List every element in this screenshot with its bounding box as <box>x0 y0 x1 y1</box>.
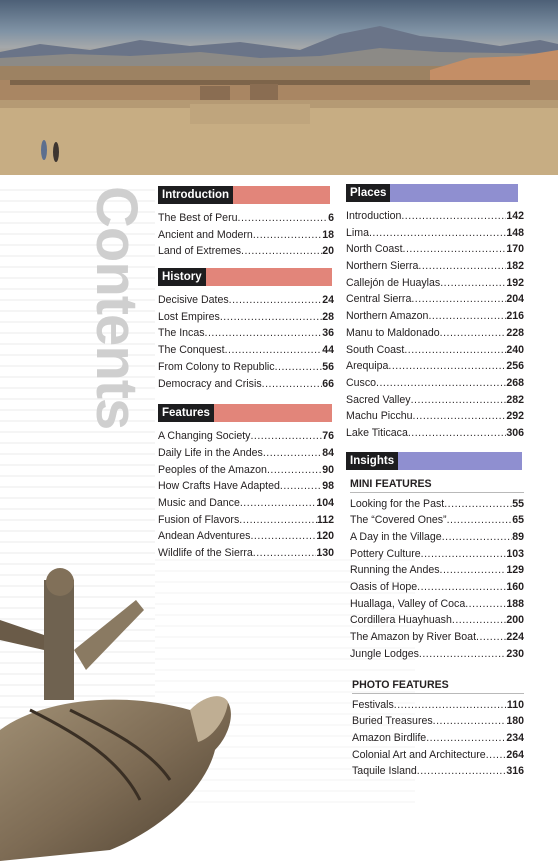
toc-entry-title: Taquile Island <box>352 765 417 778</box>
toc-leader-dots <box>229 292 323 309</box>
toc-entry-page: 292 <box>506 410 524 423</box>
toc-entry[interactable] <box>158 462 334 479</box>
toc-entry-page: 216 <box>506 310 524 323</box>
toc-entry[interactable] <box>158 428 334 445</box>
toc-entry[interactable] <box>350 629 524 646</box>
toc-entry[interactable] <box>158 292 334 309</box>
toc-entry-page: 204 <box>506 293 524 306</box>
toc-leader-dots <box>239 512 317 529</box>
toc-entry[interactable] <box>346 241 524 258</box>
toc-left-column <box>158 186 334 562</box>
toc-entry-title: From Colony to Republic <box>158 360 275 373</box>
toc-entry-page: 130 <box>316 547 334 559</box>
section-header-label: Introduction <box>158 186 233 204</box>
toc-leader-dots <box>263 445 322 462</box>
toc-leader-dots <box>369 225 506 242</box>
toc-entry-title: Cordillera Huayhuash <box>350 614 452 627</box>
toc-leader-dots <box>442 529 513 546</box>
photo-features-heading: PHOTO FEATURES <box>352 677 524 694</box>
toc-entry-page: 6 <box>328 212 334 224</box>
section-header-label: History <box>158 268 206 286</box>
toc-entry-page: 112 <box>316 513 334 526</box>
toc-entry-page: 56 <box>322 360 334 373</box>
toc-entry-title: Arequipa <box>346 360 389 373</box>
toc-leader-dots <box>250 428 322 445</box>
mini-features-heading: MINI FEATURES <box>350 476 524 493</box>
toc-leader-dots <box>403 241 507 258</box>
toc-entry[interactable] <box>158 227 334 244</box>
toc-leader-dots <box>486 747 507 764</box>
toc-entry-page: 110 <box>506 698 524 711</box>
toc-entry[interactable] <box>346 392 524 409</box>
toc-entry[interactable] <box>346 258 524 275</box>
toc-entry-title: The Conquest <box>158 344 225 357</box>
toc-entry[interactable] <box>350 579 524 596</box>
toc-entry-page: 98 <box>322 480 334 493</box>
toc-entry[interactable] <box>158 478 334 495</box>
toc-entry-title: Jungle Lodges <box>350 647 419 660</box>
toc-leader-dots <box>440 275 506 292</box>
toc-entry-page: 228 <box>506 326 524 339</box>
toc-entry-page: 240 <box>506 343 524 356</box>
toc-leader-dots <box>426 730 506 747</box>
toc-entry-title: Ancient and Modern <box>158 228 253 241</box>
toc-entry[interactable] <box>158 512 334 529</box>
toc-leader-dots <box>267 462 322 479</box>
toc-entry-title: How Crafts Have Adapted <box>158 480 280 493</box>
toc-leader-dots <box>253 227 322 244</box>
section-header-label: Places <box>346 184 390 202</box>
toc-entry-title: The Best of Peru <box>158 212 238 224</box>
toc-leader-dots <box>447 512 513 529</box>
toc-leader-dots <box>388 358 506 375</box>
toc-leader-dots <box>413 408 507 425</box>
toc-entry[interactable] <box>346 291 524 308</box>
toc-entry-title: Northern Sierra <box>346 260 419 273</box>
toc-right-column <box>346 184 524 780</box>
toc-entry-page: 200 <box>506 614 524 627</box>
toc-entry-title: Sacred Valley <box>346 393 411 406</box>
toc-entry[interactable] <box>346 342 524 359</box>
toc-leader-dots <box>401 208 506 225</box>
toc-entry[interactable] <box>346 225 524 242</box>
toc-entry[interactable] <box>346 358 524 375</box>
toc-entry[interactable] <box>158 243 334 260</box>
toc-entry-page: 18 <box>322 228 334 241</box>
toc-entry-title: The Amazon by River Boat <box>350 631 477 644</box>
toc-leader-dots <box>275 359 323 376</box>
section-header-introduction <box>158 186 334 204</box>
toc-entry-page: 104 <box>316 496 334 509</box>
toc-entry-title: Amazon Birdlife <box>352 731 427 744</box>
toc-leader-dots <box>205 325 323 342</box>
toc-entry-title: South Coast <box>346 343 405 356</box>
toc-entry[interactable] <box>158 309 334 326</box>
toc-entry-page: 160 <box>506 581 524 594</box>
toc-entry-title: Pottery Culture <box>350 547 421 560</box>
toc-leader-dots <box>444 496 512 513</box>
toc-entry-title: Cusco <box>346 376 377 389</box>
page-title: Contents <box>84 186 149 430</box>
toc-entry[interactable] <box>158 376 334 393</box>
toc-entry[interactable] <box>350 596 524 613</box>
toc-entry[interactable] <box>346 325 524 342</box>
toc-leader-dots <box>411 392 507 409</box>
toc-entry-title: Machu Picchu <box>346 410 413 423</box>
toc-entry[interactable] <box>350 612 524 629</box>
toc-entry-title: A Day in the Village <box>350 531 442 543</box>
toc-entry-title: The Incas <box>158 327 205 340</box>
toc-entry-page: 55 <box>512 497 524 510</box>
toc-leader-dots <box>250 528 316 545</box>
toc-entry-title: Colonial Art and Architecture <box>352 748 486 761</box>
toc-entry-title: Festivals <box>352 698 394 711</box>
toc-leader-dots <box>253 545 317 562</box>
toc-entry[interactable] <box>350 496 524 513</box>
toc-entry-title: Northern Amazon <box>346 310 429 323</box>
toc-entry-title: Lima <box>346 226 369 239</box>
toc-entry-title: Central Sierra <box>346 293 412 306</box>
toc-entry[interactable] <box>350 512 524 529</box>
toc-leader-dots <box>465 596 506 613</box>
toc-leader-dots <box>418 258 506 275</box>
toc-entry-page: 282 <box>506 393 524 406</box>
section-header-insights <box>346 452 524 470</box>
toc-entry-page: 180 <box>506 715 524 728</box>
toc-leader-dots <box>433 713 507 730</box>
toc-entry[interactable] <box>346 425 524 442</box>
toc-entry-page: 103 <box>506 547 524 560</box>
toc-entry-title: Oasis of Hope <box>350 581 418 594</box>
toc-entry-title: Lake Titicaca <box>346 426 408 439</box>
toc-leader-dots <box>376 375 506 392</box>
toc-entry-title: Callejón de Huaylas <box>346 276 441 289</box>
toc-entry-title: Introduction <box>346 210 402 222</box>
toc-entry-title: Manu to Maldonado <box>346 326 440 339</box>
toc-entry-page: 148 <box>506 226 524 239</box>
toc-leader-dots <box>411 291 506 308</box>
toc-entry[interactable] <box>350 562 524 579</box>
toc-leader-dots <box>419 646 506 663</box>
toc-entry[interactable] <box>350 529 524 546</box>
toc-entry-page: 170 <box>506 243 524 256</box>
toc-entry-page: 224 <box>506 631 524 644</box>
toc-entry[interactable] <box>346 208 524 225</box>
toc-entry-page: 230 <box>506 647 524 660</box>
toc-entry-title: Fusion of Flavors <box>158 513 240 526</box>
toc-entry-page: 256 <box>506 360 524 373</box>
toc-entry[interactable] <box>158 342 334 359</box>
toc-entry-page: 306 <box>506 426 524 439</box>
toc-leader-dots <box>476 629 506 646</box>
toc-leader-dots <box>440 325 507 342</box>
toc-entry-page: 268 <box>506 376 524 389</box>
toc-leader-dots <box>417 763 507 780</box>
toc-entry-title: Wildlife of the Sierra <box>158 547 253 559</box>
toc-entry-title: Daily Life in the Andes <box>158 446 263 459</box>
toc-entry-title: A Changing Society <box>158 430 251 443</box>
hero-photo <box>0 0 558 175</box>
section-header-places <box>346 184 524 202</box>
toc-entry-title: Huallaga, Valley of Coca <box>350 597 466 610</box>
toc-leader-dots <box>417 579 506 596</box>
toc-entry-page: 76 <box>322 430 334 443</box>
toc-entry[interactable] <box>352 763 524 780</box>
toc-entry-page: 264 <box>506 748 524 761</box>
toc-entry[interactable] <box>352 747 524 764</box>
toc-leader-dots <box>428 308 506 325</box>
toc-entry-title: Andean Adventures <box>158 530 251 543</box>
toc-entry-title: Looking for the Past <box>350 497 445 510</box>
toc-leader-dots <box>241 243 322 260</box>
toc-entry-title: Democracy and Crisis <box>158 377 262 390</box>
toc-leader-dots <box>220 309 322 326</box>
section-header-label: Features <box>158 404 214 422</box>
toc-entry[interactable] <box>352 697 524 714</box>
toc-entry[interactable] <box>158 359 334 376</box>
toc-entry[interactable] <box>158 325 334 342</box>
toc-entry[interactable] <box>352 730 524 747</box>
toc-entry-title: The “Covered Ones” <box>350 514 447 527</box>
toc-entry-title: Land of Extremes <box>158 245 242 258</box>
toc-entry-page: 24 <box>322 294 334 307</box>
toc-entry[interactable] <box>346 408 524 425</box>
toc-entry-page: 66 <box>322 377 334 390</box>
toc-entry-page: 44 <box>322 344 334 357</box>
mini-features-list <box>350 496 524 663</box>
toc-leader-dots <box>225 342 323 359</box>
toc-entry-page: 36 <box>322 327 334 340</box>
toc-entry-title: Peoples of the Amazon <box>158 463 267 476</box>
toc-leader-dots <box>240 495 316 512</box>
toc-entry-page: 316 <box>506 765 524 778</box>
toc-entry[interactable] <box>350 646 524 663</box>
toc-entry-page: 120 <box>316 530 334 543</box>
toc-entry-page: 234 <box>506 731 524 744</box>
toc-entry[interactable] <box>350 546 524 563</box>
toc-entry[interactable] <box>158 495 334 512</box>
toc-leader-dots <box>238 210 329 227</box>
toc-entry-page: 188 <box>506 597 524 610</box>
toc-entry[interactable] <box>346 375 524 392</box>
toc-leader-dots <box>280 478 322 495</box>
toc-entry-title: Running the Andes <box>350 564 440 577</box>
toc-entry-page: 20 <box>322 245 334 258</box>
section-header-features <box>158 404 334 422</box>
toc-entry-page: 192 <box>506 276 524 289</box>
toc-leader-dots <box>404 342 506 359</box>
toc-entry[interactable] <box>158 445 334 462</box>
toc-entry[interactable] <box>158 210 334 227</box>
toc-entry-page: 84 <box>322 446 334 459</box>
toc-entry[interactable] <box>158 528 334 545</box>
places-list <box>346 208 524 442</box>
toc-entry-page: 142 <box>506 210 524 222</box>
toc-entry-page: 129 <box>506 564 524 577</box>
toc-leader-dots <box>408 425 506 442</box>
photo-features-list <box>352 697 524 780</box>
section-header-history <box>158 268 334 286</box>
toc-leader-dots <box>421 546 507 563</box>
toc-entry-page: 182 <box>506 260 524 273</box>
toc-leader-dots <box>440 562 507 579</box>
toc-entry[interactable] <box>346 308 524 325</box>
toc-entry-page: 65 <box>512 514 524 527</box>
toc-entry[interactable] <box>352 713 524 730</box>
toc-entry[interactable] <box>346 275 524 292</box>
toc-entry-title: Buried Treasures <box>352 715 433 728</box>
toc-leader-dots <box>452 612 506 629</box>
toc-entry[interactable] <box>158 545 334 562</box>
toc-entry-title: North Coast <box>346 243 403 256</box>
toc-entry-page: 89 <box>512 531 524 543</box>
toc-leader-dots <box>394 697 507 714</box>
toc-entry-title: Decisive Dates <box>158 294 229 307</box>
toc-entry-title: Music and Dance <box>158 496 240 509</box>
section-header-label: Insights <box>346 452 398 470</box>
toc-entry-title: Lost Empires <box>158 310 220 323</box>
toc-entry-page: 28 <box>322 310 334 323</box>
ceramic-vessel-photo <box>0 560 240 861</box>
toc-leader-dots <box>262 376 323 393</box>
toc-entry-page: 90 <box>322 463 334 476</box>
